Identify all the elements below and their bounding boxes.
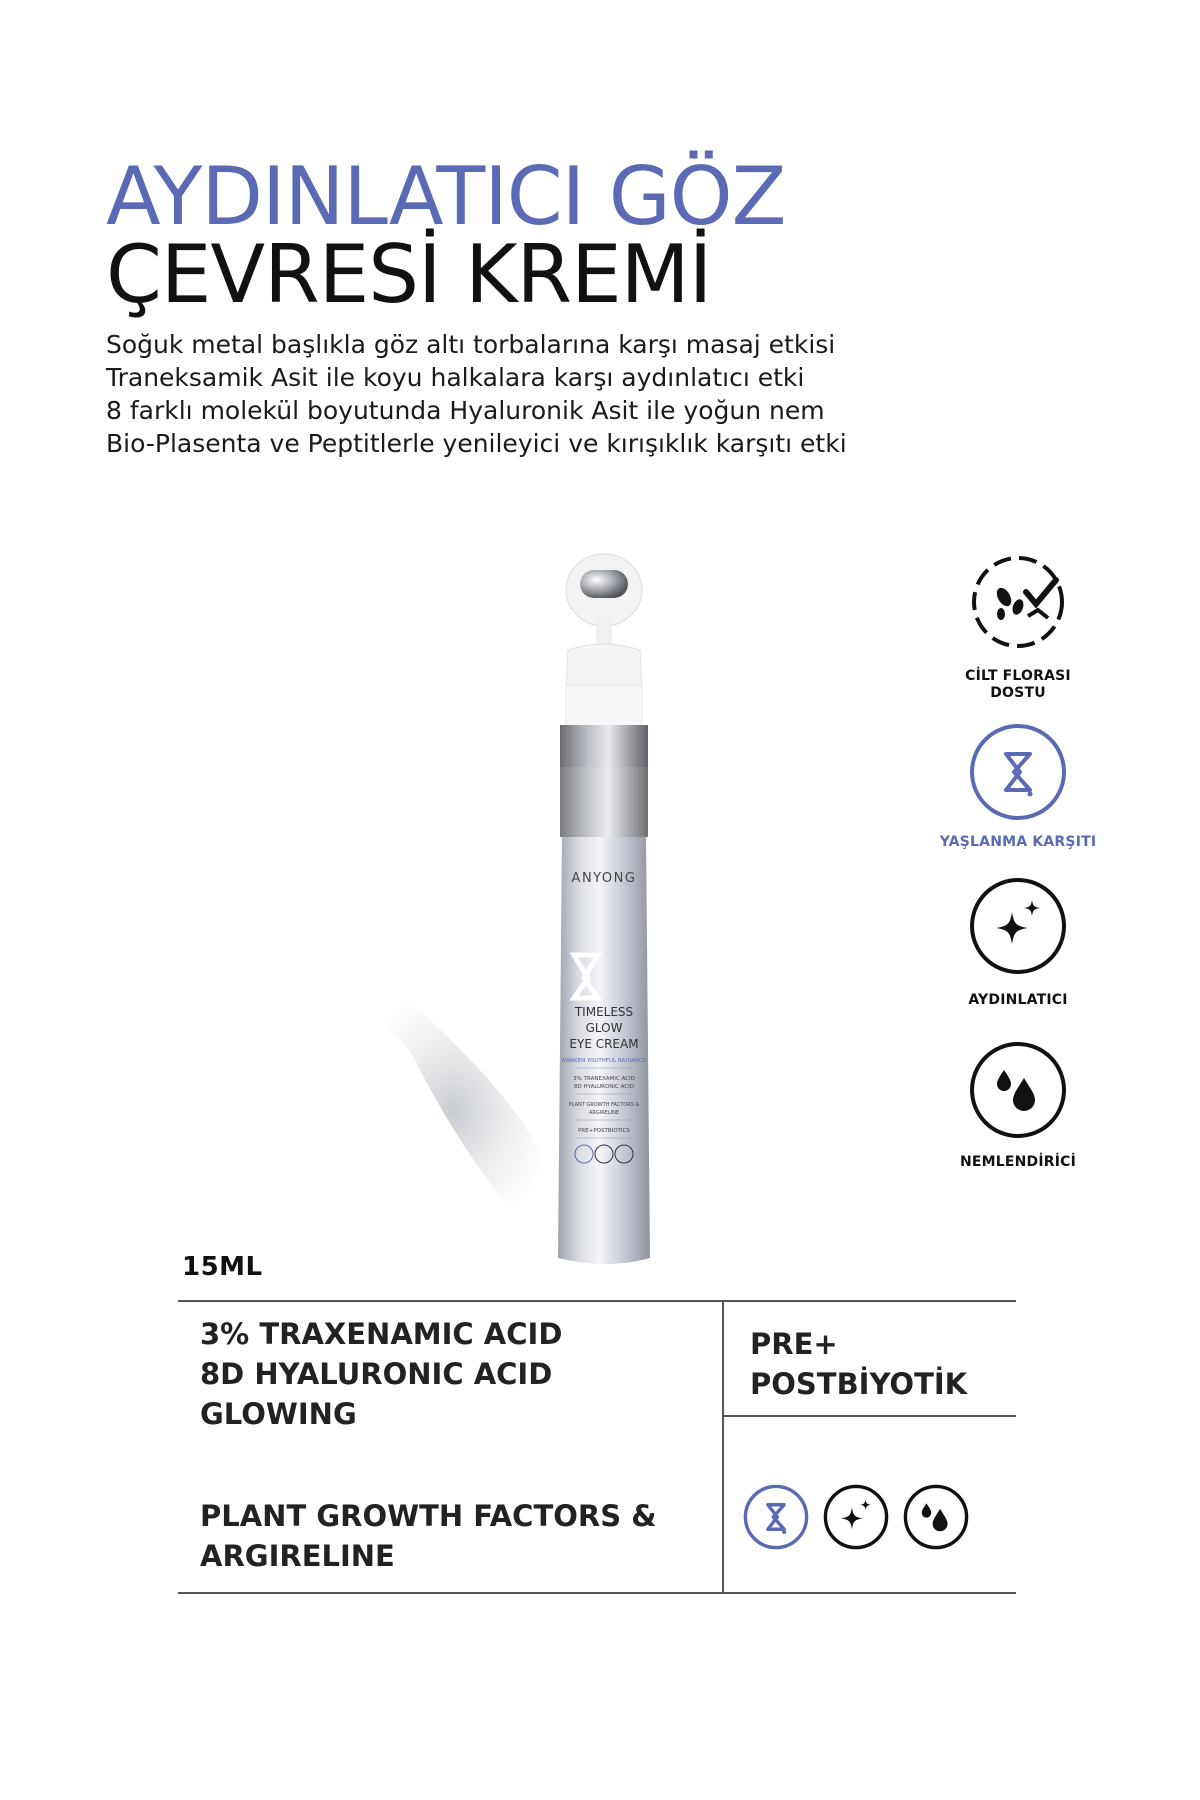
table-column-divider xyxy=(722,1300,724,1593)
title-line-1: AYDINLATICI GÖZ xyxy=(106,150,786,243)
product-name-line-2: GLOW xyxy=(585,1021,623,1035)
spec-right-line-2: POSTBİYOTİK xyxy=(750,1367,968,1401)
spec-line-2: 8D HYALURONIC ACID xyxy=(200,1357,553,1391)
hourglass-icon xyxy=(968,722,1068,822)
spec-right-line-1: PRE+ xyxy=(750,1327,838,1361)
title-line-2: ÇEVRESİ KREMİ xyxy=(106,228,712,321)
spec-line-3: GLOWING xyxy=(200,1397,357,1431)
feature-label-brightening: AYDINLATICI xyxy=(968,992,1068,1008)
feature-label-anti-aging: YAŞLANMA KARŞITI xyxy=(939,834,1097,850)
skin-flora-icon xyxy=(968,552,1068,652)
product-ingredient-5: PRE+POSTBIOTICS xyxy=(578,1128,630,1134)
intro-line: 8 farklı molekül boyutunda Hyaluronik Asit ile yoğun nem xyxy=(106,396,825,425)
product-shadow xyxy=(350,984,555,1240)
feature-label-line: CİLT FLORASI xyxy=(965,668,1071,684)
product-ingredient-4: ARGIRELINE xyxy=(588,1110,620,1116)
product-tagline: AWAKEN YOUTHFUL RADIANCE xyxy=(561,1058,647,1064)
product-name-line-1: TIMELESS xyxy=(574,1005,634,1019)
product-ingredient-3: PLANT GROWTH FACTORS & xyxy=(568,1102,640,1108)
product-ingredient-2: 8D HYALURONIC ACID xyxy=(574,1084,634,1090)
intro-line: Bio-Plasenta ve Peptitlerle yenileyici ve kırışıklık karşıtı etki xyxy=(106,429,847,458)
feature-label-skin-flora xyxy=(900,668,1136,702)
product-brand: ANYONG xyxy=(571,871,637,886)
sparkle-icon xyxy=(968,876,1068,976)
intro-line: Soğuk metal başlıkla göz altı torbalarına karşı masaj etkisi xyxy=(106,330,836,359)
product-name-line-3: EYE CREAM xyxy=(569,1037,639,1051)
table-top-divider xyxy=(178,1300,1016,1302)
hourglass-icon xyxy=(742,1483,810,1551)
spec-line-4: PLANT GROWTH FACTORS & xyxy=(200,1499,657,1533)
table-bottom-divider xyxy=(178,1592,1016,1594)
feature-label-line: DOSTU xyxy=(990,685,1046,701)
product-ingredient-1: 3% TRANEXAMIC ACID xyxy=(573,1076,635,1082)
spec-line-1: 3% TRAXENAMIC ACID xyxy=(200,1317,563,1351)
volume-label: 15ML xyxy=(182,1252,263,1282)
intro-text xyxy=(106,328,847,460)
table-right-divider xyxy=(722,1415,1016,1417)
droplets-icon xyxy=(968,1040,1068,1140)
droplets-icon xyxy=(902,1483,970,1551)
sparkle-icon xyxy=(822,1483,890,1551)
intro-line: Traneksamik Asit ile koyu halkalara karşı aydınlatıcı etki xyxy=(106,363,805,392)
product-image xyxy=(320,540,760,1280)
feature-label-moisturizing: NEMLENDİRİCİ xyxy=(959,1154,1077,1170)
spec-line-5: ARGIRELINE xyxy=(200,1539,395,1573)
